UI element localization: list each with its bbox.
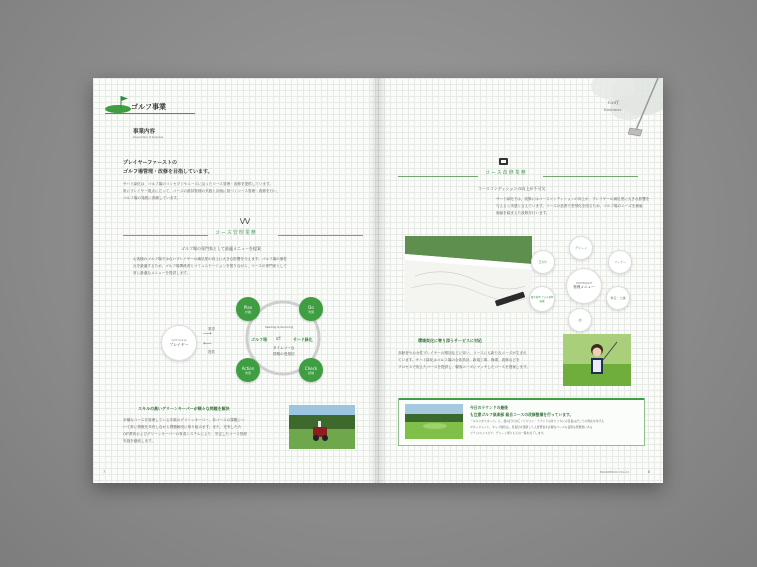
mid-heading: 環境変化に寄り添うサービスに対応 — [418, 338, 482, 343]
right-page — [378, 78, 663, 483]
menu-item-label: 剪定・土壌 — [610, 296, 626, 300]
main-heading-line1: プレイヤーファーストの — [123, 160, 177, 166]
main-heading-line2: ゴルフ場管理・改修を目指しています。 — [123, 169, 213, 175]
menu-item-label: 樹木管理 グラス管理 整備 — [530, 296, 554, 303]
player-label-en: Golf Course — [171, 338, 187, 342]
menu-item-label: 池 — [578, 318, 582, 322]
section-line: お客様のゴルフ場ではないプレイヤーの満足度の向上に大きな影響を与えます。ゴルフ場の個性 — [133, 257, 287, 261]
section-ornament-icon — [240, 218, 250, 224]
cycle-plan — [236, 297, 260, 321]
menu-center — [566, 268, 602, 304]
case-line: プラン/センスピア、グリーン周りもその一般を完了します。 — [470, 431, 546, 435]
bottom-line: いて常に情報を共有しながら問題解決に取り組みます。また、充実したた — [123, 425, 242, 429]
provide-arrow: ⟵ — [203, 340, 212, 347]
brand-script: Golf — [608, 100, 619, 106]
menu-item — [531, 250, 555, 274]
menu-item — [569, 236, 593, 260]
mid-line: プロセスで捉えたコースを提供し、顧客ニーズにマッチしたコースを提案します。 — [398, 365, 530, 369]
mid-line: 高齢者やお女性プレイヤーの増加などに伴い、コースにも新たなニーズが生まれ — [398, 351, 527, 355]
section-rule-left — [123, 235, 208, 236]
course-green-photo — [405, 404, 463, 439]
subtitle-en: Description of business — [133, 136, 164, 139]
do-label: Do — [308, 304, 314, 310]
cycle-center-text1: タイムリーな — [273, 346, 295, 350]
lead-line: 価値を踏まえた改修を行います。 — [496, 211, 550, 215]
case-line: マネージメント、キャプ緑化は、見直好を更新して人材整表を必要なペースの良質な原整態にある — [470, 425, 593, 429]
section-title-management: コース管理業務 — [215, 230, 257, 236]
bottom-heading: スキルの高いグリーンキーパーが様々な問題を解決 — [138, 406, 230, 411]
menu-item-label: 芝刈り — [538, 260, 548, 264]
check-label: Check — [304, 365, 318, 371]
menu-item-label: フェアー — [614, 260, 626, 264]
menu-item — [568, 308, 592, 332]
section-rule-right — [278, 235, 363, 236]
golf-flag-icon — [105, 95, 133, 113]
intro-line: ゴルフ場の発展に貢献しています。 — [123, 196, 181, 200]
greenkeeper-photo — [289, 405, 355, 449]
do-sub: 実施 — [307, 309, 314, 314]
case-title-2: も注意ゴルフ倶楽部 総合コースの改修整備を行っています。 — [470, 412, 574, 417]
renovation-lead: コースコンディションの向上が不可欠 — [478, 186, 546, 191]
menu-item — [606, 286, 630, 310]
golfer-photo — [563, 334, 631, 386]
section-line: 点を最適するため、ゴルフ場関係者とコミュニケーションを図りながら、コースの専門家として — [133, 264, 287, 268]
menu-item — [529, 286, 555, 312]
section-line: 常に最適なメニューを提供します。 — [133, 271, 191, 275]
intro-line: サハド緑化は、ゴルフ場のコンセプトやニーズに沿ったコース管理・改修を提供しています。 — [123, 182, 273, 186]
case-box-topbar — [399, 398, 644, 400]
menu-item-label: グリーン — [575, 246, 587, 250]
mid-line: ています。サハド緑化はゴルフ場の全体設計、新規工事、修繕、改修などを — [398, 358, 520, 362]
bottom-line: OJT教育およびグリーンキーパーの育成システムにより、安定したコース管理 — [123, 432, 247, 436]
menu-center-label: 管理メニュー — [573, 285, 595, 289]
header-rule — [105, 113, 195, 114]
cycle-golf-course: ゴルフ場 — [251, 337, 267, 342]
intro-line: 常にプレイヤー視点に立って、コースの維持管理の実施と計画に基づくコース管理・改修を行い、 — [123, 189, 281, 193]
plan-label: Plan — [243, 304, 253, 310]
menu-item — [608, 250, 632, 274]
case-line: 「ゴルフがスポーツ」に、揺の打ちが広くビジョン・ラウンドの計りうちにの目指はだしての現在を付ける — [470, 419, 605, 423]
page-number-right: 8 — [648, 470, 651, 474]
player-circle — [161, 325, 197, 361]
course-blueprint-photo — [405, 236, 532, 312]
section-rule-right — [543, 176, 638, 177]
action-sub: 改善 — [244, 370, 251, 375]
lead-line: サハド緑化では、改修にはコースコンディションの向上が、プレイヤーの満足度に大きな影響を — [496, 197, 650, 201]
section-rule-left — [398, 176, 478, 177]
cycle-center-text2: 情報の受発信 — [273, 352, 295, 356]
action-label: Action — [241, 365, 255, 371]
cycle-do — [299, 297, 323, 321]
brand-script-2: business — [604, 107, 622, 112]
case-title-1: 今日のラウンドの最後 — [470, 405, 508, 410]
bottom-line: 多種なコースを管理している多数のグリーンキーパー、各コースの課題につ — [123, 418, 245, 422]
spine-shadow — [369, 78, 387, 483]
check-sub: 評価 — [307, 370, 314, 375]
lead-line: 与えると実感と言えています。コースの品質で差別化を図るため、ゴルフ場のニーズを価値 — [496, 204, 643, 208]
footer-brand: BRANDBOOK VOL.04 — [600, 470, 629, 474]
plan-sub: 計画 — [244, 309, 251, 314]
subtitle-jp: 事業内容 — [133, 129, 156, 135]
provide-label: 提供 — [208, 350, 215, 354]
page-number-left: 7 — [103, 470, 106, 474]
cycle-action — [236, 358, 260, 382]
request-arrow: ⟶ — [203, 330, 212, 337]
section-ornament-icon — [499, 158, 508, 165]
cycle-check — [299, 358, 323, 382]
section-title-renovation: コース改修業務 — [485, 170, 527, 176]
section-lead: ゴルフ場の専門家として最適メニューを提案 — [181, 246, 261, 251]
brochure-spread — [93, 78, 663, 483]
player-label: プレイヤー — [169, 341, 189, 347]
cycle-center-top: Seeding & Servicing — [265, 325, 294, 329]
request-label: 要望 — [208, 327, 215, 331]
golf-club-icon — [628, 78, 664, 148]
cycle-exchange-arrow: ⇄ — [276, 335, 282, 342]
left-page — [93, 78, 378, 483]
menu-center-en: MAINTENANCE — [575, 282, 593, 285]
cycle-sahado: サハド緑化 — [293, 337, 313, 342]
bottom-line: 実施を継続します。 — [123, 439, 156, 443]
page-header-title: ゴルフ事業 — [131, 103, 166, 111]
